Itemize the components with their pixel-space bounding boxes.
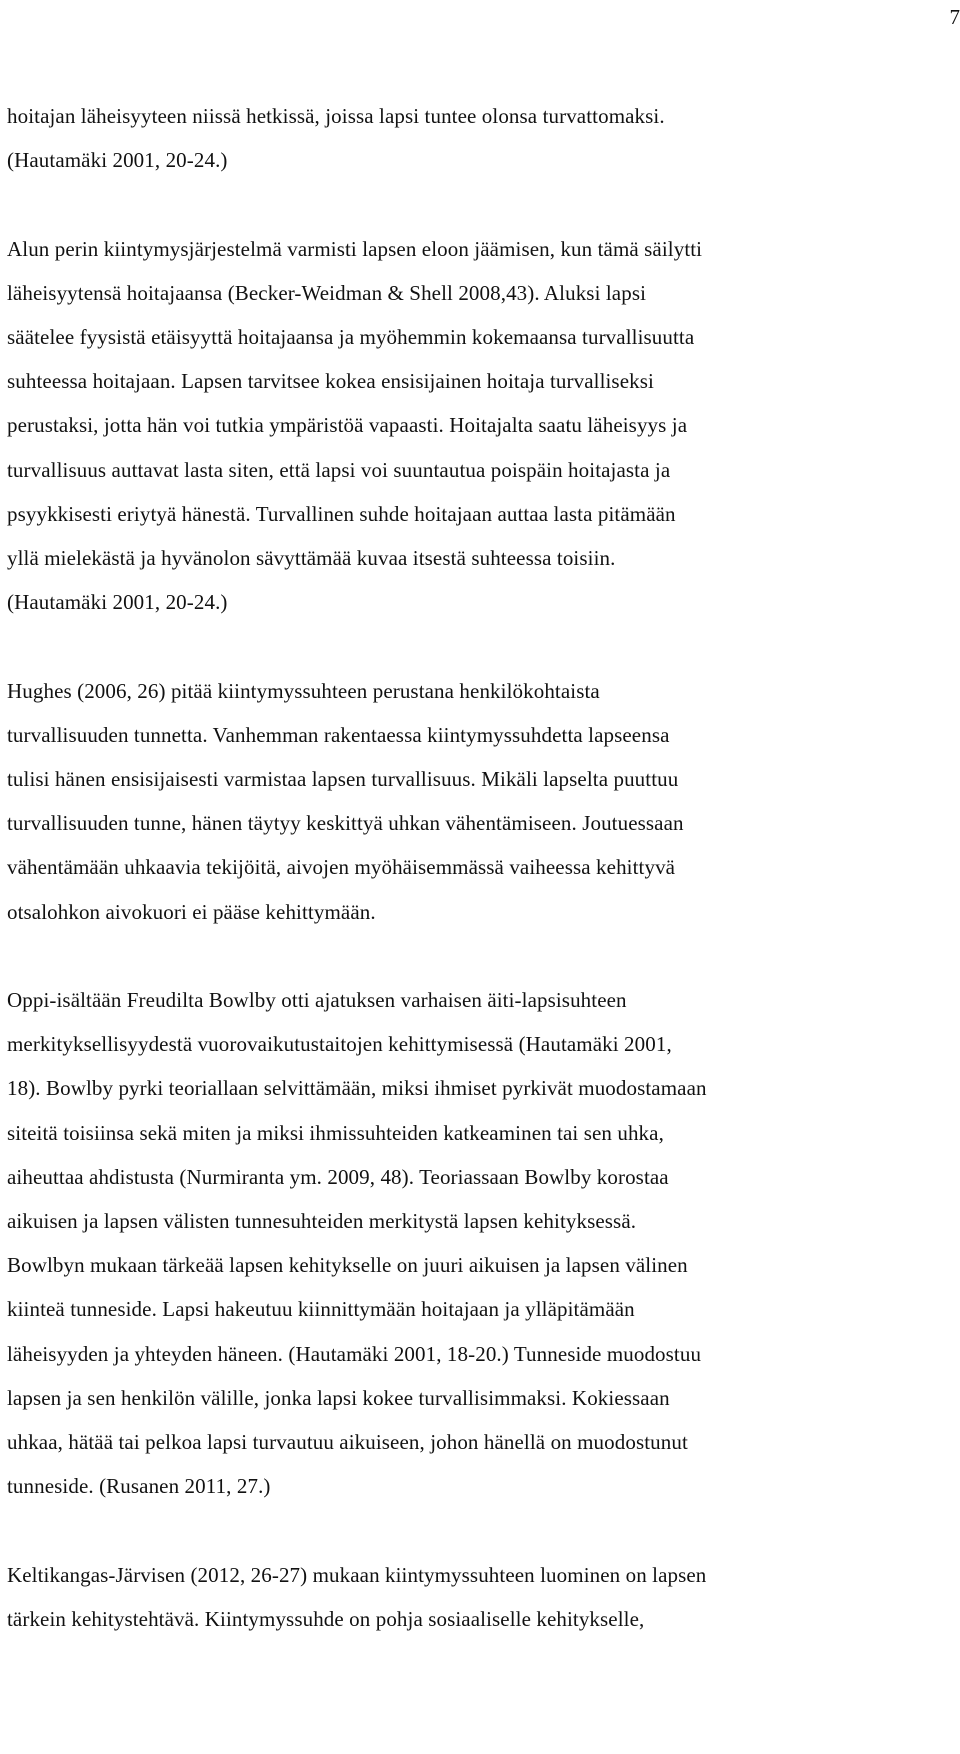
paragraph-gap bbox=[7, 624, 952, 668]
text-line: (Hautamäki 2001, 20-24.) bbox=[7, 148, 228, 173]
text-line: tunneside. (Rusanen 2011, 27.) bbox=[7, 1474, 271, 1499]
page-number: 7 bbox=[949, 5, 960, 29]
text-line: 18). Bowlby pyrki teoriallaan selvittämään, miksi ihmiset pyrkivät muodostamaan bbox=[7, 1076, 707, 1101]
paragraph-4 bbox=[7, 978, 952, 1508]
text-line: hoitajan läheisyyteen niissä hetkissä, joissa lapsi tuntee olonsa turvattomaksi. bbox=[7, 104, 665, 128]
text-line: turvallisuus auttavat lasta siten, että lapsi voi suuntautua poispäin hoitajasta ja bbox=[7, 457, 671, 482]
text-line: otsalohkon aivokuori ei pääse kehittymään. bbox=[7, 899, 376, 924]
paragraph-gap bbox=[7, 1508, 952, 1552]
text-line: Oppi-isältään Freudilta Bowlby otti ajatuksen varhaisen äiti-lapsisuhteen bbox=[7, 988, 627, 1013]
text-line: suhteessa hoitajaan. Lapsen tarvitsee kokea ensisijainen hoitaja turvalliseksi bbox=[7, 369, 654, 394]
text-line: merkityksellisyydestä vuorovaikutustaitojen kehittymisessä (Hautamäki 2001, bbox=[7, 1032, 672, 1057]
text-line: Bowlbyn mukaan tärkeää lapsen kehitykselle on juuri aikuisen ja lapsen välinen bbox=[7, 1253, 688, 1278]
paragraph-gap bbox=[7, 182, 952, 226]
text-line: aiheuttaa ahdistusta (Nurmiranta ym. 2009, 48). Teoriassaan Bowlby korostaa bbox=[7, 1164, 669, 1189]
text-line: läheisyyden ja yhteyden häneen. (Hautamäki 2001, 18-20.) Tunneside muodostuu bbox=[7, 1341, 702, 1366]
text-line: Alun perin kiintymysjärjestelmä varmisti lapsen eloon jäämisen, kun tämä säilytti bbox=[7, 236, 703, 261]
text-line: siteitä toisiinsa sekä miten ja miksi ihmissuhteiden katkeaminen tai sen uhka, bbox=[7, 1120, 664, 1145]
paragraph-2 bbox=[7, 227, 952, 625]
paragraph-1 bbox=[7, 94, 952, 182]
text-line: läheisyytensä hoitajaansa (Becker-Weidman & Shell 2008,43). Aluksi lapsi bbox=[7, 280, 647, 305]
text-line: psyykkisesti eriytyä hänestä. Turvallinen suhde hoitajaan auttaa lasta pitämään bbox=[7, 501, 676, 526]
text-line: uhkaa, hätää tai pelkoa lapsi turvautuu aikuiseen, johon hänellä on muodostunut bbox=[7, 1430, 688, 1455]
paragraph-3 bbox=[7, 669, 952, 934]
text-line: lapsen ja sen henkilön välille, jonka lapsi kokee turvallisimmaksi. Kokiessaan bbox=[7, 1385, 670, 1410]
text-line: perustaksi, jotta hän voi tutkia ympäristöä vapaasti. Hoitajalta saatu läheisyys ja bbox=[7, 413, 688, 438]
text-line: tärkein kehitystehtävä. Kiintymyssuhde on pohja sosiaaliselle kehitykselle, bbox=[7, 1606, 645, 1631]
paragraph-5 bbox=[7, 1553, 952, 1641]
document-body bbox=[7, 94, 952, 1641]
text-line: Keltikangas-Järvisen (2012, 26-27) mukaan kiintymyssuhteen luominen on lapsen bbox=[7, 1562, 707, 1587]
text-line: turvallisuuden tunne, hänen täytyy keskittyä uhkan vähentämiseen. Joutuessaan bbox=[7, 811, 684, 836]
text-line: vähentämään uhkaavia tekijöitä, aivojen myöhäisemmässä vaiheessa kehittyvä bbox=[7, 855, 676, 880]
text-line: turvallisuuden tunnetta. Vanhemman rakentaessa kiintymyssuhdetta lapseensa bbox=[7, 722, 670, 747]
paragraph-gap bbox=[7, 934, 952, 978]
text-line: Hughes (2006, 26) pitää kiintymyssuhteen perustana henkilökohtaista bbox=[7, 678, 600, 703]
text-line: säätelee fyysistä etäisyyttä hoitajaansa ja myöhemmin kokemaansa turvallisuutta bbox=[7, 325, 695, 349]
text-line: yllä mielekästä ja hyvänolon sävyttämää kuvaa itsestä suhteessa toisiin. bbox=[7, 546, 616, 571]
text-line: (Hautamäki 2001, 20-24.) bbox=[7, 590, 228, 615]
text-line: kiinteä tunneside. Lapsi hakeutuu kiinnittymään hoitajaan ja ylläpitämään bbox=[7, 1297, 635, 1322]
text-line: tulisi hänen ensisijaisesti varmistaa lapsen turvallisuus. Mikäli lapselta puuttuu bbox=[7, 767, 679, 792]
text-line: aikuisen ja lapsen välisten tunnesuhteiden merkitystä lapsen kehityksessä. bbox=[7, 1209, 637, 1234]
